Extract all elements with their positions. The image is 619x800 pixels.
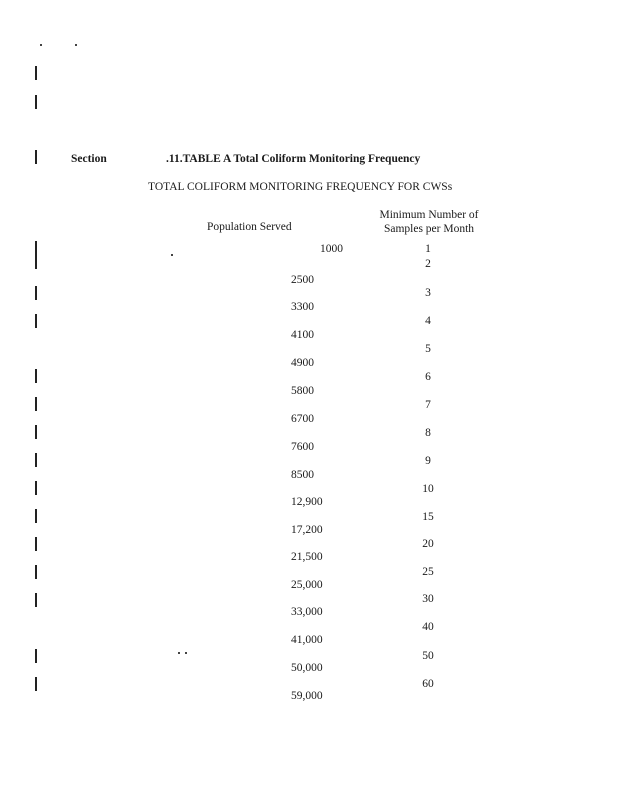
- scan-speck: [40, 44, 42, 46]
- change-bar: [35, 593, 37, 607]
- population-value: 4100: [291, 329, 314, 341]
- population-value: 41,000: [291, 634, 323, 646]
- change-bar: [35, 397, 37, 411]
- samples-value: 1: [425, 243, 431, 255]
- samples-value: 6: [425, 371, 431, 383]
- samples-value: 20: [422, 538, 434, 550]
- column-header-samples-line2: Samples per Month: [383, 223, 475, 235]
- change-bar: [35, 649, 37, 663]
- scan-speck: [178, 652, 180, 654]
- change-bar: [35, 66, 37, 80]
- change-bar: [35, 565, 37, 579]
- population-value: 59,000: [291, 690, 323, 702]
- scan-speck: [171, 254, 173, 256]
- population-value: 12,900: [291, 496, 323, 508]
- population-value: 3300: [291, 301, 314, 313]
- change-bar: [35, 314, 37, 328]
- population-value: 1000: [320, 243, 343, 255]
- samples-value: 5: [425, 343, 431, 355]
- column-header-samples: [370, 208, 488, 236]
- change-bar: [35, 677, 37, 691]
- change-bar: [35, 286, 37, 300]
- samples-value: 50: [422, 650, 434, 662]
- change-bar: [35, 481, 37, 495]
- change-bar: [35, 369, 37, 383]
- table-title: .11.TABLE A Total Coliform Monitoring Frequency: [166, 153, 421, 165]
- table-caption: TOTAL COLIFORM MONITORING FREQUENCY FOR CWSs: [148, 181, 453, 193]
- population-value: 7600: [291, 441, 314, 453]
- population-value: 4900: [291, 357, 314, 369]
- samples-value: 40: [422, 621, 434, 633]
- change-bar: [35, 537, 37, 551]
- change-bar: [35, 509, 37, 523]
- change-bar: [35, 150, 37, 164]
- column-header-samples-line1: Minimum Number of: [379, 209, 479, 221]
- population-value: 2500: [291, 274, 314, 286]
- samples-value: 60: [422, 678, 434, 690]
- population-value: 6700: [291, 413, 314, 425]
- samples-value: 8: [425, 427, 431, 439]
- samples-value: 30: [422, 593, 434, 605]
- samples-value: 9: [425, 455, 431, 467]
- samples-value: 4: [425, 315, 431, 327]
- samples-value: 7: [425, 399, 431, 411]
- change-bar: [35, 241, 37, 269]
- population-value: 50,000: [291, 662, 323, 674]
- population-value: 33,000: [291, 606, 323, 618]
- scan-speck: [185, 652, 187, 654]
- samples-value: 10: [422, 483, 434, 495]
- scan-speck: [75, 44, 77, 46]
- section-label: Section: [71, 153, 107, 165]
- samples-value: 3: [425, 287, 431, 299]
- population-value: 21,500: [291, 551, 323, 563]
- change-bar: [35, 95, 37, 109]
- samples-value: 2: [425, 258, 431, 270]
- population-value: 17,200: [291, 524, 323, 536]
- change-bar: [35, 453, 37, 467]
- samples-value: 15: [422, 511, 434, 523]
- population-value: 5800: [291, 385, 314, 397]
- samples-value: 25: [422, 566, 434, 578]
- population-value: 25,000: [291, 579, 323, 591]
- population-value: 8500: [291, 469, 314, 481]
- change-bar: [35, 425, 37, 439]
- column-header-population: Population Served: [207, 221, 292, 233]
